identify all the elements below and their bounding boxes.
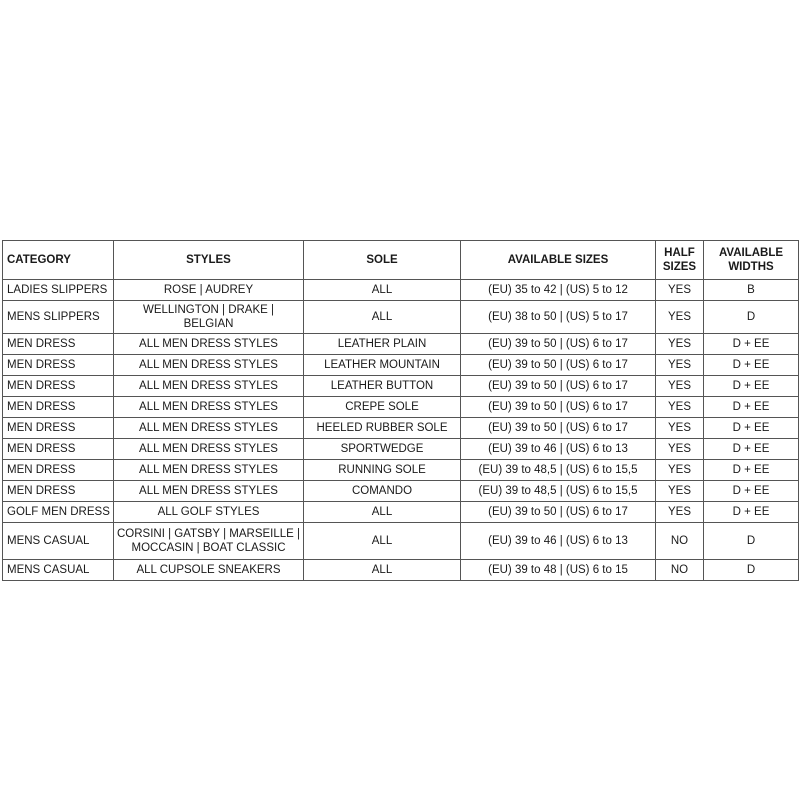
cell-available-widths: D + EE bbox=[704, 481, 799, 502]
cell-sole: RUNNING SOLE bbox=[304, 460, 461, 481]
cell-half-sizes: YES bbox=[656, 397, 704, 418]
cell-styles: ALL MEN DRESS STYLES bbox=[114, 376, 304, 397]
cell-available-widths: D bbox=[704, 301, 799, 334]
cell-sole: LEATHER PLAIN bbox=[304, 334, 461, 355]
cell-half-sizes: YES bbox=[656, 334, 704, 355]
header-row bbox=[3, 241, 799, 280]
table-row bbox=[3, 301, 799, 334]
cell-styles: ALL CUPSOLE SNEAKERS bbox=[114, 560, 304, 581]
cell-styles: ALL MEN DRESS STYLES bbox=[114, 355, 304, 376]
cell-half-sizes: NO bbox=[656, 560, 704, 581]
table-row bbox=[3, 418, 799, 439]
cell-category: LADIES SLIPPERS bbox=[3, 280, 114, 301]
cell-styles-line: CORSINI | GATSBY | MARSEILLE | bbox=[117, 528, 301, 540]
cell-available-widths: D + EE bbox=[704, 355, 799, 376]
table-row bbox=[3, 502, 799, 523]
cell-available-widths: D + EE bbox=[704, 397, 799, 418]
cell-available-sizes: (EU) 39 to 46 | (US) 6 to 13 bbox=[461, 523, 656, 560]
cell-available-widths: D + EE bbox=[704, 376, 799, 397]
cell-styles: ALL GOLF STYLES bbox=[114, 502, 304, 523]
cell-sole: SPORTWEDGE bbox=[304, 439, 461, 460]
table-row bbox=[3, 376, 799, 397]
cell-sole: CREPE SOLE bbox=[304, 397, 461, 418]
cell-sole: ALL bbox=[304, 301, 461, 334]
cell-available-sizes: (EU) 39 to 50 | (US) 6 to 17 bbox=[461, 502, 656, 523]
cell-category: MENS CASUAL bbox=[3, 560, 114, 581]
cell-sole: HEELED RUBBER SOLE bbox=[304, 418, 461, 439]
cell-available-widths: D + EE bbox=[704, 439, 799, 460]
cell-available-sizes: (EU) 39 to 50 | (US) 6 to 17 bbox=[461, 334, 656, 355]
cell-available-widths: D bbox=[704, 523, 799, 560]
cell-half-sizes: YES bbox=[656, 502, 704, 523]
cell-styles: ALL MEN DRESS STYLES bbox=[114, 397, 304, 418]
cell-styles-line: MOCCASIN | BOAT CLASSIC bbox=[131, 542, 286, 554]
cell-available-sizes: (EU) 39 to 46 | (US) 6 to 13 bbox=[461, 439, 656, 460]
cell-available-sizes: (EU) 39 to 48 | (US) 6 to 15 bbox=[461, 560, 656, 581]
table-row bbox=[3, 397, 799, 418]
cell-category: MEN DRESS bbox=[3, 418, 114, 439]
cell-available-sizes: (EU) 39 to 48,5 | (US) 6 to 15,5 bbox=[461, 460, 656, 481]
cell-category: MENS SLIPPERS bbox=[3, 301, 114, 334]
cell-available-widths: D + EE bbox=[704, 418, 799, 439]
cell-available-sizes: (EU) 39 to 50 | (US) 6 to 17 bbox=[461, 355, 656, 376]
cell-half-sizes: YES bbox=[656, 376, 704, 397]
header-sole: SOLE bbox=[304, 241, 461, 280]
cell-styles: WELLINGTON | DRAKE | BELGIAN bbox=[114, 301, 304, 334]
cell-category: MEN DRESS bbox=[3, 481, 114, 502]
cell-sole: ALL bbox=[304, 523, 461, 560]
cell-sole: ALL bbox=[304, 502, 461, 523]
cell-category: MEN DRESS bbox=[3, 376, 114, 397]
cell-category: MEN DRESS bbox=[3, 439, 114, 460]
cell-half-sizes: YES bbox=[656, 418, 704, 439]
cell-sole: LEATHER BUTTON bbox=[304, 376, 461, 397]
cell-half-sizes: YES bbox=[656, 355, 704, 376]
cell-styles: ALL MEN DRESS STYLES bbox=[114, 334, 304, 355]
cell-styles: ALL MEN DRESS STYLES bbox=[114, 481, 304, 502]
header-category: CATEGORY bbox=[3, 241, 114, 280]
cell-sole: COMANDO bbox=[304, 481, 461, 502]
table-row bbox=[3, 355, 799, 376]
cell-styles: ROSE | AUDREY bbox=[114, 280, 304, 301]
table-row bbox=[3, 280, 799, 301]
cell-available-sizes: (EU) 35 to 42 | (US) 5 to 12 bbox=[461, 280, 656, 301]
cell-available-widths: D + EE bbox=[704, 334, 799, 355]
cell-category: MEN DRESS bbox=[3, 334, 114, 355]
cell-half-sizes: NO bbox=[656, 523, 704, 560]
cell-available-sizes: (EU) 39 to 48,5 | (US) 6 to 15,5 bbox=[461, 481, 656, 502]
cell-category: MENS CASUAL bbox=[3, 523, 114, 560]
cell-sole: LEATHER MOUNTAIN bbox=[304, 355, 461, 376]
cell-category: MEN DRESS bbox=[3, 397, 114, 418]
header-half-sizes: HALF SIZES bbox=[656, 241, 704, 280]
cell-sole: ALL bbox=[304, 280, 461, 301]
cell-category: GOLF MEN DRESS bbox=[3, 502, 114, 523]
table-row bbox=[3, 334, 799, 355]
size-chart-table bbox=[2, 240, 799, 581]
table-row bbox=[3, 439, 799, 460]
header-available-sizes: AVAILABLE SIZES bbox=[461, 241, 656, 280]
cell-available-widths: D + EE bbox=[704, 502, 799, 523]
cell-available-sizes: (EU) 38 to 50 | (US) 5 to 17 bbox=[461, 301, 656, 334]
cell-half-sizes: YES bbox=[656, 301, 704, 334]
table-row bbox=[3, 481, 799, 502]
header-styles: STYLES bbox=[114, 241, 304, 280]
cell-sole: ALL bbox=[304, 560, 461, 581]
cell-styles: ALL MEN DRESS STYLES bbox=[114, 418, 304, 439]
cell-styles: ALL MEN DRESS STYLES bbox=[114, 460, 304, 481]
cell-available-sizes: (EU) 39 to 50 | (US) 6 to 17 bbox=[461, 418, 656, 439]
cell-half-sizes: YES bbox=[656, 439, 704, 460]
cell-available-widths: D bbox=[704, 560, 799, 581]
table-row bbox=[3, 523, 799, 560]
cell-half-sizes: YES bbox=[656, 280, 704, 301]
cell-styles: ALL MEN DRESS STYLES bbox=[114, 439, 304, 460]
cell-category: MEN DRESS bbox=[3, 355, 114, 376]
cell-available-sizes: (EU) 39 to 50 | (US) 6 to 17 bbox=[461, 397, 656, 418]
cell-category: MEN DRESS bbox=[3, 460, 114, 481]
header-available-widths: AVAILABLE WIDTHS bbox=[704, 241, 799, 280]
cell-half-sizes: YES bbox=[656, 460, 704, 481]
cell-styles bbox=[114, 523, 304, 560]
cell-half-sizes: YES bbox=[656, 481, 704, 502]
cell-available-widths: B bbox=[704, 280, 799, 301]
cell-available-widths: D + EE bbox=[704, 460, 799, 481]
cell-available-sizes: (EU) 39 to 50 | (US) 6 to 17 bbox=[461, 376, 656, 397]
table-row bbox=[3, 460, 799, 481]
table-row bbox=[3, 560, 799, 581]
